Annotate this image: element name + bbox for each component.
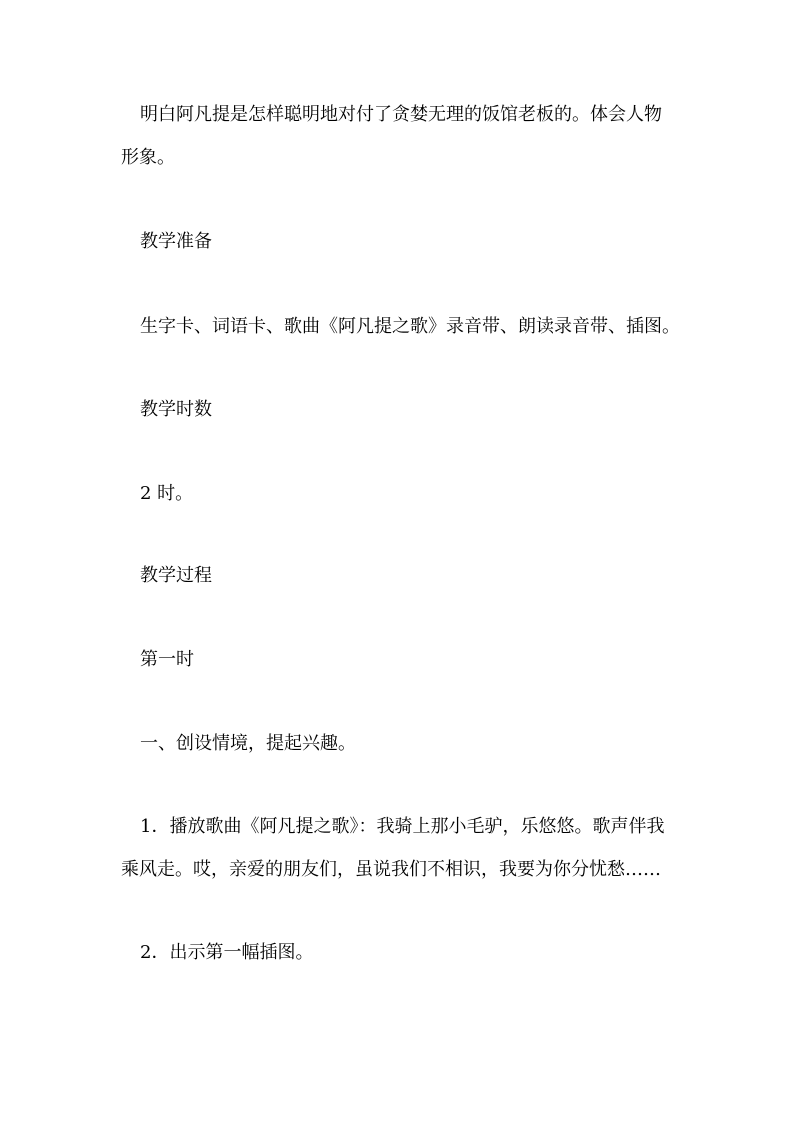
step-1-title: 一、创设情境，提起兴趣。	[140, 733, 356, 754]
item-1-line-1: 1．播放歌曲《阿凡提之歌》：我骑上那小毛驴，乐悠悠。歌声伴我	[140, 816, 665, 837]
preparation-content: 生字卡、词语卡、歌曲《阿凡提之歌》录音带、朗读录音带、插图。	[140, 316, 680, 337]
section-heading-process: 教学过程	[140, 565, 212, 586]
item-2: 2．出示第一幅插图。	[140, 942, 314, 963]
section-heading-preparation: 教学准备	[140, 231, 212, 252]
section-heading-hours: 教学时数	[140, 399, 212, 420]
hours-content: 2 时。	[140, 483, 194, 504]
objective-line-1: 明白阿凡提是怎样聪明地对付了贪婪无理的饭馆老板的。体会人物	[140, 104, 662, 125]
lesson-heading: 第一时	[140, 649, 194, 670]
item-1-line-2: 乘风走。哎，亲爱的朋友们，虽说我们不相识，我要为你分忧愁……	[121, 859, 661, 880]
objective-line-2: 形象。	[121, 147, 175, 168]
